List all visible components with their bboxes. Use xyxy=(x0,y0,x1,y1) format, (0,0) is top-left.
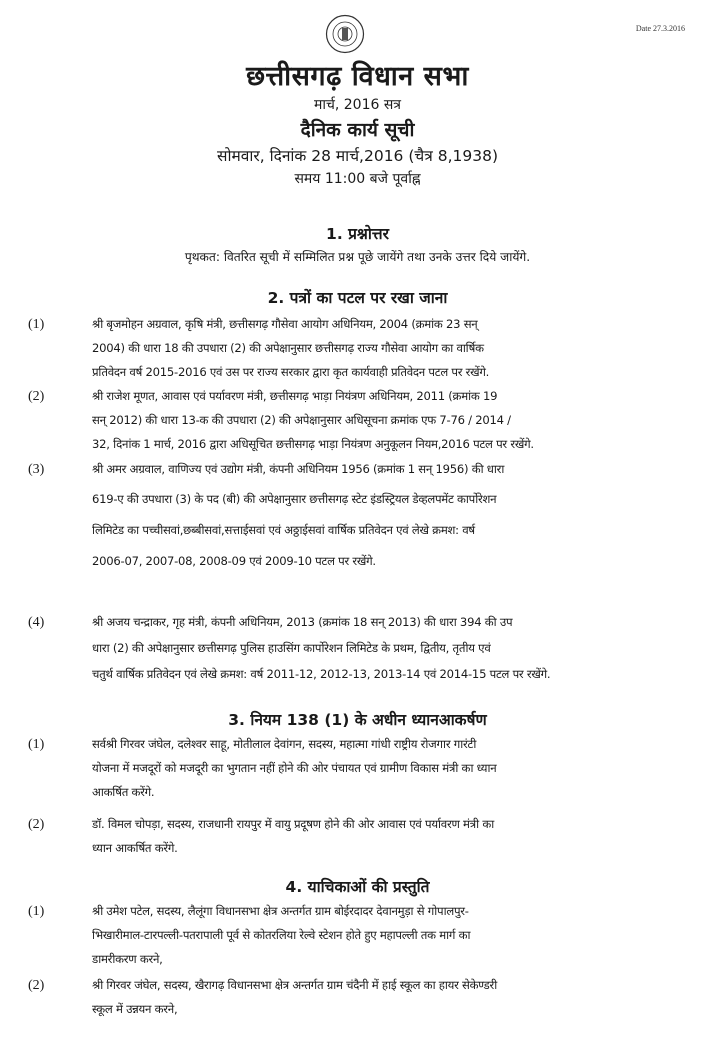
section-heading: 2. पत्रों का पटल पर रखा जाना xyxy=(267,289,448,307)
item-number: (2) xyxy=(28,978,45,993)
agenda-date: सोमवार, दिनांक 28 मार्च,2016 (चैत्र 8,1938) xyxy=(216,147,498,165)
item-number: (2) xyxy=(28,389,45,404)
session-label: मार्च, 2016 सत्र xyxy=(313,97,402,113)
item-line: प्रतिवेदन वर्ष 2015-2016 एवं उस पर राज्य सरकार द्वारा कृत कार्यवाही प्रतिवेदन पटल पर रखेंगे. xyxy=(92,365,490,379)
assembly-title: छत्तीसगढ़ विधान सभा xyxy=(246,61,469,92)
item-line: ध्यान आकर्षित करेंगे. xyxy=(92,841,178,855)
item-line: श्री अजय चन्द्राकर, गृह मंत्री, कंपनी अधिनियम, 2013 (क्रमांक 18 सन् 2013) की धारा 394 की उप xyxy=(92,615,513,629)
section-heading: 3. नियम 138 (1) के अधीन ध्यानआकर्षण xyxy=(228,711,487,729)
item-line: योजना में मजदूरों को मजदूरी का भुगतान नहीं होने की ओर पंचायत एवं ग्रामीण विकास मंत्री का ध्यान xyxy=(92,761,497,775)
item-line: श्री गिरवर जंघेल, सदस्य, खैरागढ़ विधानसभा क्षेत्र अन्तर्गत ग्राम चंदैनी में हाई स्कूल का हायर सेकेण्डरी xyxy=(92,978,498,992)
item-line: डामरीकरण करने, xyxy=(92,952,163,966)
item-number: (1) xyxy=(28,904,45,919)
item-line: 2004) की धारा 18 की उपधारा (2) की अपेक्षानुसार छत्तीसगढ़ राज्य गौसेवा आयोग का वार्षिक xyxy=(92,341,484,355)
item-number: (1) xyxy=(28,737,45,752)
item-line: श्री अमर अग्रवाल, वाणिज्य एवं उद्योग मंत्री, कंपनी अधिनियम 1956 (क्रमांक 1 सन् 1956) की धारा xyxy=(92,462,505,476)
emblem-seal-icon xyxy=(325,14,365,54)
section-heading: 4. याचिकाओं की प्रस्तुति xyxy=(285,878,430,896)
item-line: श्री राजेश मूणत, आवास एवं पर्यावरण मंत्री, छत्तीसगढ़ भाड़ा नियंत्रण अधिनियम, 2011 (क्रमांक 19 xyxy=(92,389,498,403)
item-number: (4) xyxy=(28,615,45,630)
item-line: सन् 2012) की धारा 13-क की उपधारा (2) की अपेक्षानुसार अधिसूचना क्रमांक एफ 7-76 / 2014 / xyxy=(92,413,511,427)
item-line: 2006-07, 2007-08, 2008-09 एवं 2009-10 पटल पर रखेंगे. xyxy=(92,554,376,568)
item-number: (1) xyxy=(28,317,45,332)
section-text: पृथकत: वितरित सूची में सम्मिलित प्रश्न पूछे जायेंगे तथा उनके उत्तर दिये जायेंगे. xyxy=(184,250,531,264)
agenda-time: समय 11:00 बजे पूर्वाह्न xyxy=(294,171,421,187)
item-line: डॉ. विमल चोपड़ा, सदस्य, राजधानी रायपुर में वायु प्रदूषण होने की ओर आवास एवं पर्यावरण मंत्री का xyxy=(92,817,494,831)
item-number: (2) xyxy=(28,817,45,832)
section-heading: 1. प्रश्नोत्तर xyxy=(326,225,389,243)
item-line: लिमिटेड का पच्चीसवां,छब्बीसवां,सत्ताईसवां एवं अठ्ठाईसवां वार्षिक प्रतिवेदन एवं लेखे क्रमश: वर्ष xyxy=(92,523,475,537)
item-line: श्री बृजमोहन अग्रवाल, कृषि मंत्री, छत्तीसगढ़ गौसेवा आयोग अधिनियम, 2004 (क्रमांक 23 सन् xyxy=(92,317,478,331)
item-line: सर्वश्री गिरवर जंघेल, दलेश्वर साहू, मोतीलाल देवांगन, सदस्य, महात्मा गांधी राष्ट्रीय रोजगार गारंटी xyxy=(92,737,477,751)
item-line: चतुर्थ वार्षिक प्रतिवेदन एवं लेखे क्रमश: वर्ष 2011-12, 2012-13, 2013-14 एवं 2014-15 पटल पर रखेंगे. xyxy=(92,667,551,681)
agenda-title: दैनिक कार्य सूची xyxy=(300,119,415,141)
date-stamp: Date 27.3.2016 xyxy=(635,24,685,33)
item-line: भिखारीमाल-टारपल्ली-पतरापाली पूर्व से कोतरलिया रेल्वे स्टेशन होते हुए महापल्ली तक मार्ग का xyxy=(92,928,471,942)
item-line: आकर्षित करेंगे. xyxy=(92,785,155,799)
item-line: धारा (2) की अपेक्षानुसार छत्तीसगढ़ पुलिस हाउसिंग कार्पोरेशन लिमिटेड के प्रथम, द्वितीय, तृतीय एवं xyxy=(92,641,491,655)
item-line: 32, दिनांक 1 मार्च, 2016 द्वारा अधिसूचित छत्तीसगढ़ भाड़ा नियंत्रण अनुकूलन नियम,2016 पटल पर रखेंगे. xyxy=(92,437,534,451)
item-line: स्कूल में उन्नयन करने, xyxy=(92,1002,178,1016)
item-line: श्री उमेश पटेल, सदस्य, लैलूंगा विधानसभा क्षेत्र अन्तर्गत ग्राम बोईरदादर देवानमुड़ा से गोपालपुर- xyxy=(92,904,469,918)
item-line: 619-ए की उपधारा (3) के पद (बी) की अपेक्षानुसार छत्तीसगढ़ स्टेट इंडस्ट्रियल डेव्हलपमेंट कार्पोरेशन xyxy=(92,492,497,506)
item-number: (3) xyxy=(28,462,45,477)
